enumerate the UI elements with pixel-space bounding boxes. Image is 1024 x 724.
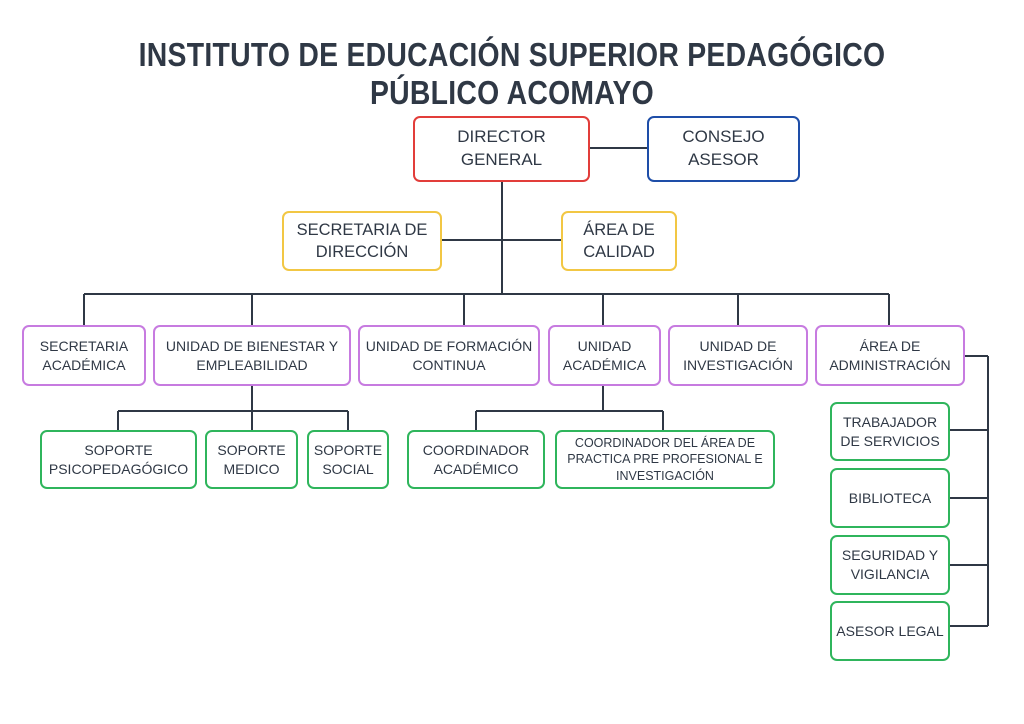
node-asesor-legal: ASESOR LEGAL: [830, 601, 950, 661]
node-coordinador-academico: COORDINADOR ACADÉMICO: [407, 430, 545, 489]
node-trabajador-servicios: TRABAJADOR DE SERVICIOS: [830, 402, 950, 461]
node-seguridad-vigilancia: SEGURIDAD Y VIGILANCIA: [830, 535, 950, 595]
node-unidad-bienestar: UNIDAD DE BIENESTAR Y EMPLEABILIDAD: [153, 325, 351, 386]
node-soporte-psicopedagogico: SOPORTE PSICOPEDAGÓGICO: [40, 430, 197, 489]
node-secretaria-academica: SECRETARIA ACADÉMICA: [22, 325, 146, 386]
node-unidad-academica: UNIDAD ACADÉMICA: [548, 325, 661, 386]
node-area-administracion: ÁREA DE ADMINISTRACIÓN: [815, 325, 965, 386]
node-coordinador-practica: COORDINADOR DEL ÁREA DE PRACTICA PRE PROFESIONAL E INVESTIGACIÓN: [555, 430, 775, 489]
node-soporte-social: SOPORTE SOCIAL: [307, 430, 389, 489]
node-biblioteca: BIBLIOTECA: [830, 468, 950, 528]
node-soporte-medico: SOPORTE MEDICO: [205, 430, 298, 489]
node-unidad-formacion: UNIDAD DE FORMACIÓN CONTINUA: [358, 325, 540, 386]
page-title: INSTITUTO DE EDUCACIÓN SUPERIOR PEDAGÓGICO PÚBLICO ACOMAYO: [138, 36, 886, 111]
node-consejo-asesor: CONSEJO ASESOR: [647, 116, 800, 182]
node-unidad-investigacion: UNIDAD DE INVESTIGACIÓN: [668, 325, 808, 386]
node-director-general: DIRECTOR GENERAL: [413, 116, 590, 182]
node-secretaria-direccion: SECRETARIA DE DIRECCIÓN: [282, 211, 442, 271]
node-area-calidad: ÁREA DE CALIDAD: [561, 211, 677, 271]
